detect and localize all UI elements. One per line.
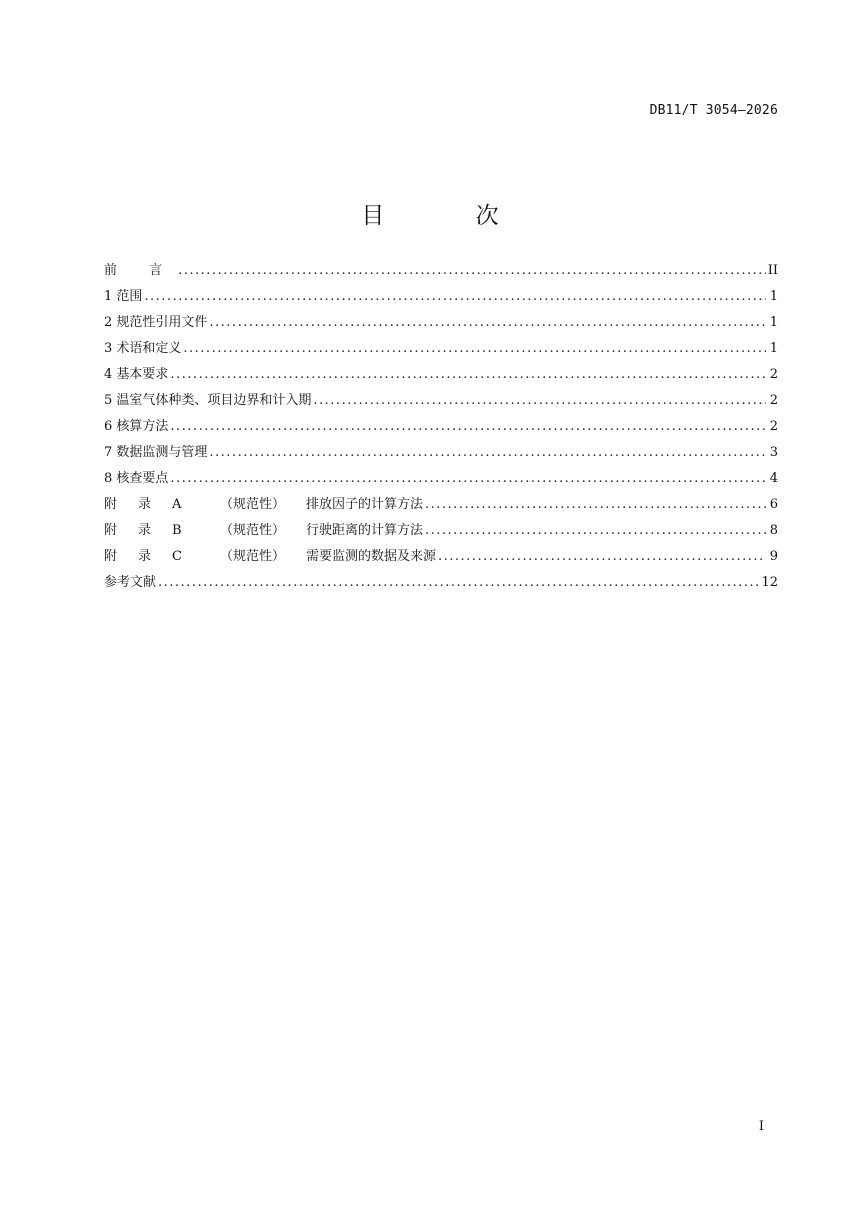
standard-code: DB11/T 3054—2026 xyxy=(649,103,778,118)
dot-leader xyxy=(144,289,766,305)
toc-entry-appendix-b[interactable] xyxy=(104,518,778,544)
dot-leader xyxy=(209,315,766,331)
toc-page-number: 3 xyxy=(769,445,778,460)
toc-label: 4 基本要求 xyxy=(104,367,169,382)
dot-leader xyxy=(313,393,766,409)
toc-page-number: 1 xyxy=(769,315,778,330)
appendix-title: 需要监测的数据及来源 xyxy=(306,549,437,564)
footer-page-number: I xyxy=(758,1119,764,1134)
appendix-label xyxy=(104,497,425,513)
toc-page-number: II xyxy=(767,263,778,278)
dot-leader xyxy=(170,367,766,383)
toc-entry-appendix-c[interactable] xyxy=(104,544,778,570)
dot-leader xyxy=(425,523,766,539)
dot-leader xyxy=(425,497,766,513)
toc-label: 2 规范性引用文件 xyxy=(104,315,208,330)
dot-leader xyxy=(170,419,766,435)
toc-page-number: 2 xyxy=(769,419,778,434)
toc-label: 7 数据监测与管理 xyxy=(104,445,208,460)
appendix-title: 行驶距离的计算方法 xyxy=(306,523,424,538)
toc-entry-data-monitoring[interactable] xyxy=(104,440,778,466)
toc-page-number: 2 xyxy=(769,393,778,408)
toc-entry-references[interactable] xyxy=(104,570,778,596)
appendix-type: （规范性） xyxy=(220,523,286,538)
toc-entry-terms-definitions[interactable] xyxy=(104,336,778,362)
dot-leader xyxy=(170,471,766,487)
dot-leader xyxy=(158,575,759,591)
dot-leader xyxy=(178,263,766,279)
toc-page-number: 12 xyxy=(761,575,778,590)
appendix-type: （规范性） xyxy=(220,497,286,512)
toc-entry-normative-references[interactable] xyxy=(104,310,778,336)
toc-page-number: 8 xyxy=(769,523,778,538)
toc-entry-accounting-method[interactable] xyxy=(104,414,778,440)
toc-entry-appendix-a[interactable] xyxy=(104,492,778,518)
appendix-label xyxy=(104,523,425,539)
toc-page-number: 9 xyxy=(769,549,778,564)
appendix-prefix: 附 录 B xyxy=(104,523,182,538)
toc-page-number: 1 xyxy=(769,341,778,356)
toc-page-number: 4 xyxy=(769,471,778,486)
dot-leader xyxy=(438,549,766,565)
appendix-prefix: 附 录 C xyxy=(104,549,182,564)
table-of-contents xyxy=(104,258,778,596)
toc-label: 参考文献 xyxy=(104,575,157,590)
toc-label: 前 言 xyxy=(104,263,177,278)
toc-label: 8 核查要点 xyxy=(104,471,169,486)
toc-page-number: 6 xyxy=(769,497,778,512)
dot-leader xyxy=(209,445,766,461)
appendix-type: （规范性） xyxy=(220,549,286,564)
page-title: 目 次 xyxy=(361,203,541,230)
toc-entry-ghg-boundary-period[interactable] xyxy=(104,388,778,414)
toc-page-number: 1 xyxy=(769,289,778,304)
appendix-label xyxy=(104,549,438,565)
appendix-title: 排放因子的计算方法 xyxy=(306,497,424,512)
toc-label: 6 核算方法 xyxy=(104,419,169,434)
toc-page-number: 2 xyxy=(769,367,778,382)
toc-entry-verification-points[interactable] xyxy=(104,466,778,492)
toc-label: 5 温室气体种类、项目边界和计入期 xyxy=(104,393,312,408)
dot-leader xyxy=(183,341,766,357)
toc-label: 3 术语和定义 xyxy=(104,341,182,356)
toc-entry-foreword[interactable] xyxy=(104,258,778,284)
toc-entry-scope[interactable] xyxy=(104,284,778,310)
toc-label: 1 范围 xyxy=(104,289,143,304)
toc-entry-basic-requirements[interactable] xyxy=(104,362,778,388)
appendix-prefix: 附 录 A xyxy=(104,497,182,512)
